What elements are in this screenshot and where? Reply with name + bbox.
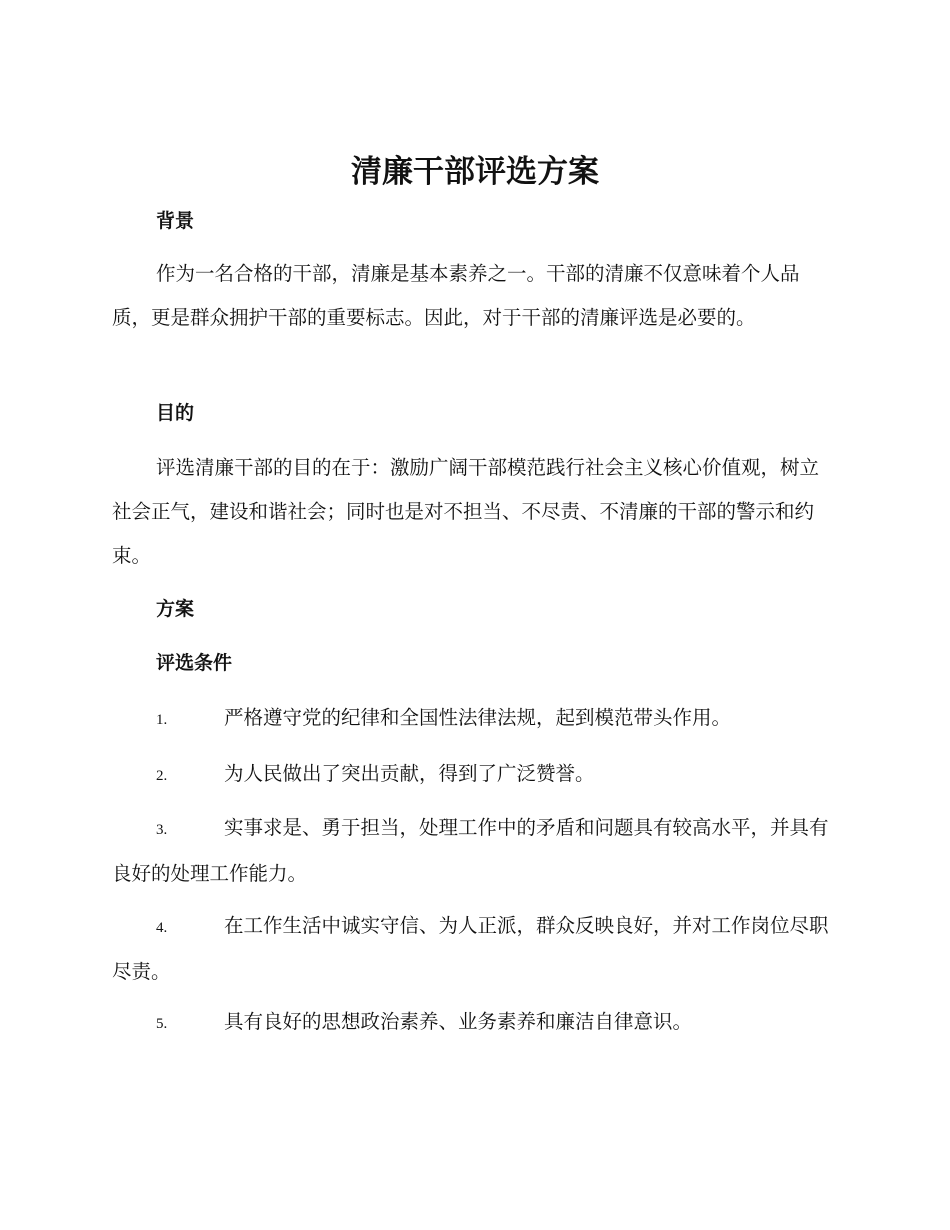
paragraph-purpose: 评选清廉干部的目的在于：激励广阔干部模范践行社会主义核心价值观，树立社会正气，建设和谐社会；同时也是对不担当、不尽责、不清廉的干部的警示和约束。 — [112, 456, 820, 567]
criteria-list-item — [112, 696, 832, 742]
criteria-list-item — [112, 806, 832, 896]
list-item-number: 1. — [156, 712, 168, 728]
list-item-number: 3. — [156, 822, 168, 838]
heading-criteria: 评选条件 — [156, 652, 233, 674]
list-item-text: 具有良好的思想政治素养、业务素养和廉洁自律意识。 — [224, 1010, 693, 1033]
list-item-text: 实事求是、勇于担当，处理工作中的矛盾和问题具有较高水平，并具有良好的处理工作能力。 — [112, 816, 829, 885]
list-item-number: 2. — [156, 768, 168, 784]
heading-background: 背景 — [156, 210, 195, 232]
heading-plan: 方案 — [156, 598, 195, 620]
document-title: 清廉干部评选方案 — [351, 154, 599, 190]
heading-purpose: 目的 — [156, 402, 195, 424]
list-item-number: 4. — [156, 920, 168, 936]
paragraph-background: 作为一名合格的干部，清廉是基本素养之一。干部的清廉不仅意味着个人品质，更是群众拥护干部的重要标志。因此，对于干部的清廉评选是必要的。 — [112, 262, 800, 329]
list-item-number: 5. — [156, 1016, 168, 1032]
criteria-list-item — [112, 1000, 832, 1046]
list-item-text: 在工作生活中诚实守信、为人正派，群众反映良好，并对工作岗位尽职尽责。 — [112, 914, 829, 983]
criteria-list-item — [112, 904, 832, 994]
criteria-list-item — [112, 752, 832, 798]
list-item-text: 严格遵守党的纪律和全国性法律法规，起到模范带头作用。 — [224, 706, 732, 729]
list-item-text: 为人民做出了突出贡献，得到了广泛赞誉。 — [224, 762, 595, 785]
